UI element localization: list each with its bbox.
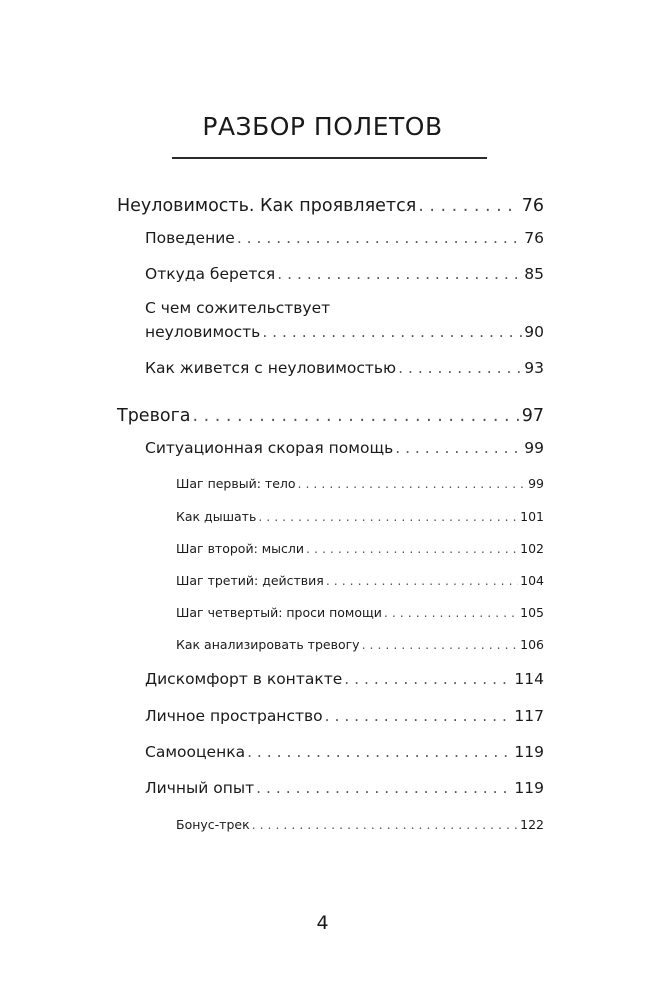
toc-entry-page: 119: [514, 743, 544, 761]
toc-entry-label: Как анализировать тревогу: [176, 637, 360, 652]
toc-entry-trevoga[interactable]: [117, 406, 544, 426]
leader-dots: [398, 359, 522, 377]
toc-entry-kak-zhivetsya[interactable]: [145, 359, 544, 377]
toc-entry-label: Шаг первый: тело: [176, 476, 296, 491]
toc-entry-page: 76: [521, 196, 544, 216]
toc-entry-page: 99: [528, 476, 544, 491]
toc-entry-kak-analizirovat[interactable]: [176, 637, 544, 652]
toc-entry-page: 119: [514, 779, 544, 797]
toc-entry-label: Как дышать: [176, 509, 257, 524]
leader-dots: [395, 439, 522, 457]
toc-entry-page: 93: [524, 359, 544, 377]
toc-entry-label: Шаг четвертый: проси помощи: [176, 605, 382, 620]
leader-dots: [258, 509, 518, 524]
toc-entry-page: 104: [520, 573, 544, 588]
toc-entry-label: Дискомфорт в контакте: [145, 670, 343, 688]
toc-entry-shag-vtoroi[interactable]: [176, 541, 544, 556]
toc-entry-page: 85: [524, 265, 544, 283]
leader-dots: [262, 323, 522, 341]
leader-dots: [362, 637, 519, 652]
toc-entry-lichnyi-opyt[interactable]: [145, 779, 544, 797]
toc-entry-situatsionnaya-pomoshch[interactable]: [145, 439, 544, 457]
leader-dots: [325, 707, 513, 725]
leader-dots: [256, 779, 512, 797]
page-title: РАЗБОР ПОЛЕТОВ: [202, 112, 443, 141]
toc-entry-samootsenka[interactable]: [145, 743, 544, 761]
toc-entry-page: 117: [514, 707, 544, 725]
leader-dots: [277, 265, 522, 283]
title-divider: [172, 157, 487, 159]
toc-entry-shag-pervyi[interactable]: [176, 476, 544, 491]
toc-entry-label: Поведение: [145, 229, 235, 247]
toc-entry-lichnoe-prostranstvo[interactable]: [145, 707, 544, 725]
toc-entry-s-chem-sozhitelstvuet[interactable]: [145, 323, 544, 341]
toc-entry-diskomfort[interactable]: [145, 670, 544, 688]
toc-entry-label: Личное пространство: [145, 707, 323, 725]
toc-entry-page: 101: [520, 509, 544, 524]
toc-entry-page: 90: [524, 323, 544, 341]
toc-entry-label: Ситуационная скорая помощь: [145, 439, 394, 457]
toc-entry-label: Шаг третий: действия: [176, 573, 324, 588]
toc-entry-kak-dyshat[interactable]: [176, 509, 544, 524]
toc-entry-bonus-trek[interactable]: [176, 817, 544, 832]
toc-entry-otkuda-beretsya[interactable]: [145, 265, 544, 283]
leader-dots: [298, 476, 527, 491]
toc-entry-page: 105: [520, 605, 544, 620]
leader-dots: [306, 541, 518, 556]
toc-entry-page: 99: [524, 439, 544, 457]
leader-dots: [344, 670, 512, 688]
leader-dots: [384, 605, 518, 620]
toc-entry-page: 106: [520, 637, 544, 652]
toc-entry-neulovimost[interactable]: [117, 196, 544, 216]
toc-entry-label: Шаг второй: мысли: [176, 541, 305, 556]
toc-entry-label: Личный опыт: [145, 779, 255, 797]
leader-dots: [252, 817, 519, 832]
leader-dots: [418, 196, 519, 216]
toc-entry-label: неуловимость: [145, 323, 261, 341]
toc-entry-page: 76: [524, 229, 544, 247]
toc-entry-page: 102: [520, 541, 544, 556]
leader-dots: [193, 406, 520, 426]
toc-entry-label: Бонус-трек: [176, 817, 250, 832]
toc-entry-shag-chetvertyi[interactable]: [176, 605, 544, 620]
toc-entry-page: 97: [521, 406, 544, 426]
toc-entry-page: 122: [520, 817, 544, 832]
toc-entry-label: Тревога: [117, 406, 191, 426]
toc-entry-page: 114: [514, 670, 544, 688]
toc-entry-label: Откуда берется: [145, 265, 276, 283]
toc-entry-povedenie[interactable]: [145, 229, 544, 247]
toc-entry-label-line1[interactable]: С чем сожительствует: [145, 299, 331, 317]
toc-entry-shag-tretii[interactable]: [176, 573, 544, 588]
toc-entry-label: Самооценка: [145, 743, 246, 761]
toc-entry-label: Как живется с неуловимостью: [145, 359, 397, 377]
page-number: 4: [316, 912, 329, 934]
leader-dots: [247, 743, 512, 761]
toc-entry-label: Неуловимость. Как проявляется: [117, 196, 417, 216]
leader-dots: [237, 229, 522, 247]
leader-dots: [326, 573, 518, 588]
